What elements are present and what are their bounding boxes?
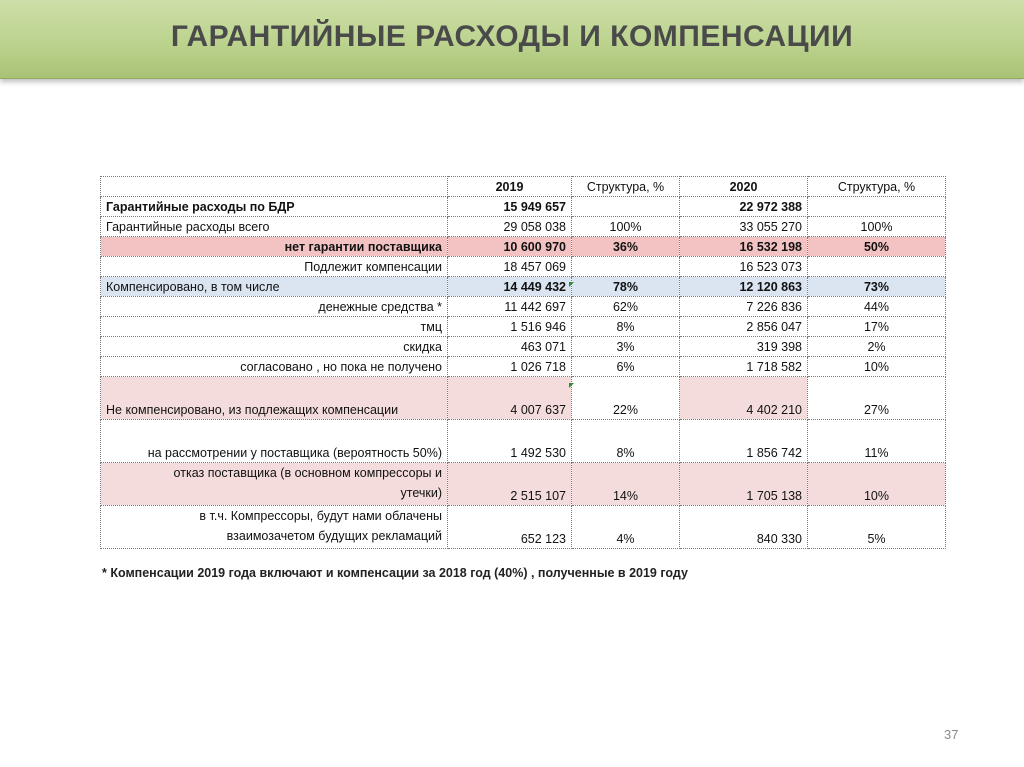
- table-header-row: [101, 177, 946, 197]
- value-2019: 652 123: [448, 506, 572, 549]
- row-label: нет гарантии поставщика: [101, 237, 448, 257]
- slide-title: ГАРАНТИЙНЫЕ РАСХОДЫ И КОМПЕНСАЦИИ: [170, 20, 854, 53]
- row-label: отказ поставщика (в основном компрессоры и утечки): [101, 463, 448, 506]
- value-2020: 16 523 073: [680, 257, 808, 277]
- header-cell-2020: 2020: [680, 177, 808, 197]
- row-label: в т.ч. Компрессоры, будут нами облачены взаимозачетом будущих рекламаций: [101, 506, 448, 549]
- share-2019: 4%: [572, 506, 680, 549]
- share-2019: 14%: [572, 463, 680, 506]
- header-cell-label: [101, 177, 448, 197]
- value-2019: 1 492 530: [448, 420, 572, 463]
- share-2020: 100%: [808, 217, 946, 237]
- share-2019: 62%: [572, 297, 680, 317]
- row-label: Гарантийные расходы всего: [101, 217, 448, 237]
- share-2019: 8%: [572, 420, 680, 463]
- cell-comment-marker: [569, 282, 574, 287]
- table-row: [101, 377, 946, 420]
- share-2019: 36%: [572, 237, 680, 257]
- row-label: скидка: [101, 337, 448, 357]
- value-2020: 22 972 388: [680, 197, 808, 217]
- table-row: [101, 463, 946, 506]
- table-row: [101, 277, 946, 297]
- share-2020: [808, 197, 946, 217]
- page-number: 37: [944, 727, 959, 742]
- row-label: тмц: [101, 317, 448, 337]
- table-row: [101, 317, 946, 337]
- share-2020: 10%: [808, 357, 946, 377]
- title-bar: [0, 0, 1024, 79]
- value-2019: 18 457 069: [448, 257, 572, 277]
- share-2019: 6%: [572, 357, 680, 377]
- share-2020: 10%: [808, 463, 946, 506]
- value-2019: 29 058 038: [448, 217, 572, 237]
- share-2020: 11%: [808, 420, 946, 463]
- table-row: [101, 506, 946, 549]
- share-2019: 100%: [572, 217, 680, 237]
- cell-comment-marker: [569, 383, 574, 388]
- value-2020: 319 398: [680, 337, 808, 357]
- value-2020: 840 330: [680, 506, 808, 549]
- value-2020: 2 856 047: [680, 317, 808, 337]
- share-2019: [572, 197, 680, 217]
- share-2020: 73%: [808, 277, 946, 297]
- table-row: [101, 420, 946, 463]
- share-2019: 22%: [572, 377, 680, 420]
- table-row: [101, 337, 946, 357]
- value-2019: 15 949 657: [448, 197, 572, 217]
- share-2020: 2%: [808, 337, 946, 357]
- table-row: [101, 217, 946, 237]
- row-label: Компенсировано, в том числе: [101, 277, 448, 297]
- value-2019: 1 516 946: [448, 317, 572, 337]
- share-2019: 78%: [572, 277, 680, 297]
- share-2020: 50%: [808, 237, 946, 257]
- row-label: на рассмотрении у поставщика (вероятность 50%): [101, 420, 448, 463]
- header-cell-2019: 2019: [448, 177, 572, 197]
- row-label: денежные средства *: [101, 297, 448, 317]
- warranty-table: [100, 176, 946, 549]
- value-2020: 12 120 863: [680, 277, 808, 297]
- value-2020: 7 226 836: [680, 297, 808, 317]
- value-2020: 33 055 270: [680, 217, 808, 237]
- value-2019: 463 071: [448, 337, 572, 357]
- value-2019: 2 515 107: [448, 463, 572, 506]
- header-cell-structure-2020: Структура, %: [808, 177, 946, 197]
- row-label: согласовано , но пока не получено: [101, 357, 448, 377]
- value-2020: 1 856 742: [680, 420, 808, 463]
- table-row: [101, 357, 946, 377]
- value-2019: 1 026 718: [448, 357, 572, 377]
- value-2019: 4 007 637: [448, 377, 572, 420]
- share-2019: 8%: [572, 317, 680, 337]
- share-2020: 17%: [808, 317, 946, 337]
- footnote: * Компенсации 2019 года включают и компенсации за 2018 год (40%) , полученные в 2019 году: [102, 566, 688, 580]
- value-2019: 14 449 432: [448, 277, 572, 297]
- row-label: Не компенсировано, из подлежащих компенсации: [101, 377, 448, 420]
- value-2019: 11 442 697: [448, 297, 572, 317]
- table-row: [101, 237, 946, 257]
- share-2020: 27%: [808, 377, 946, 420]
- share-2020: 5%: [808, 506, 946, 549]
- header-cell-structure-2019: Структура, %: [572, 177, 680, 197]
- table-row: [101, 257, 946, 277]
- table-row: [101, 197, 946, 217]
- value-2020: 1 718 582: [680, 357, 808, 377]
- value-2020: 1 705 138: [680, 463, 808, 506]
- value-2020: 16 532 198: [680, 237, 808, 257]
- row-label: Подлежит компенсации: [101, 257, 448, 277]
- row-label: Гарантийные расходы по БДР: [101, 197, 448, 217]
- share-2019: [572, 257, 680, 277]
- share-2019: 3%: [572, 337, 680, 357]
- table-row: [101, 297, 946, 317]
- share-2020: [808, 257, 946, 277]
- value-2020: 4 402 210: [680, 377, 808, 420]
- share-2020: 44%: [808, 297, 946, 317]
- value-2019: 10 600 970: [448, 237, 572, 257]
